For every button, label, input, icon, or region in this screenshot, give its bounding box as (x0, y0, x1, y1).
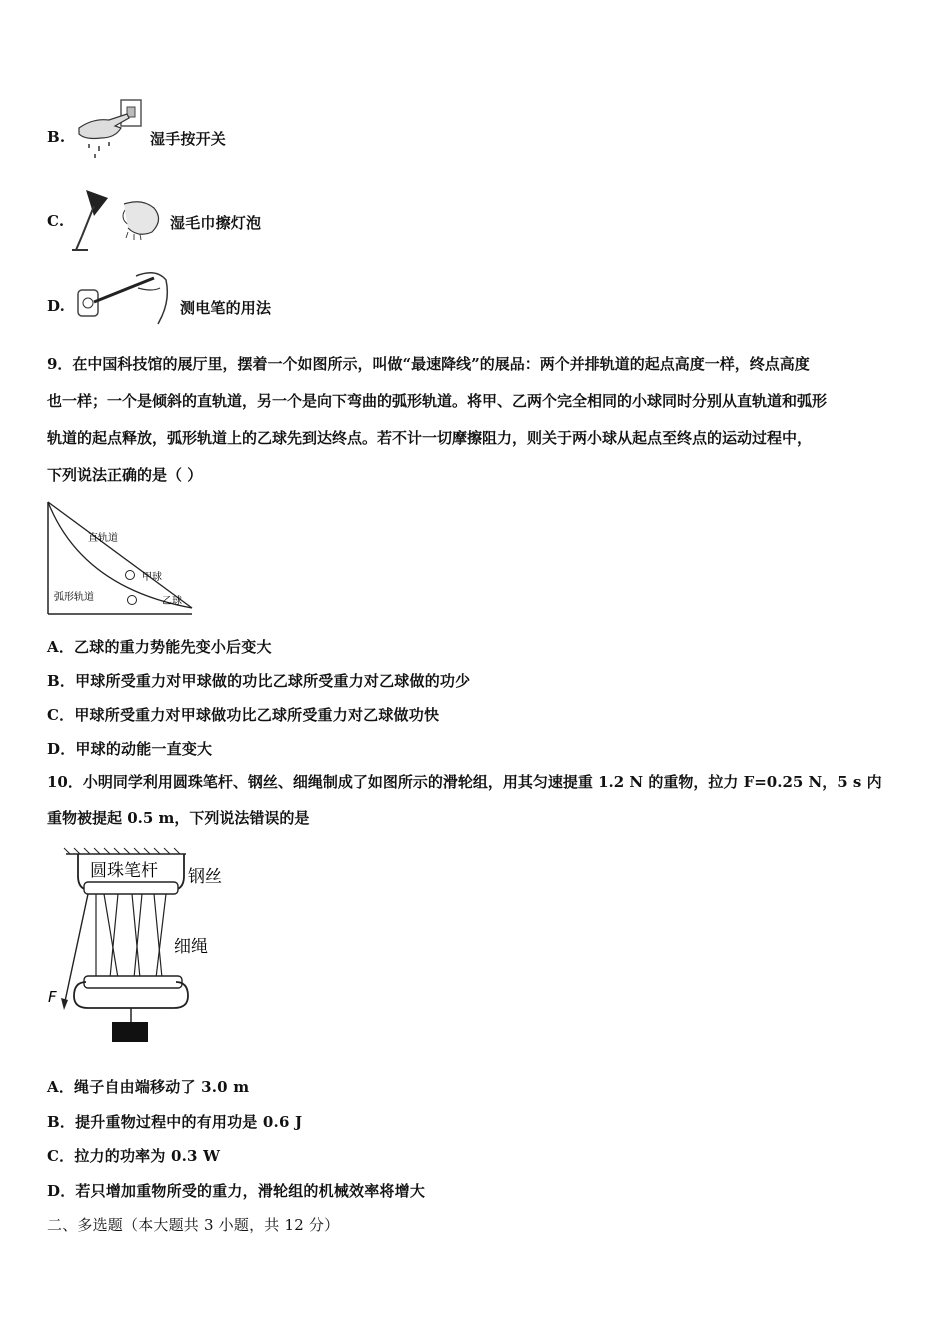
weight-block (112, 1022, 148, 1042)
q10-line-1: 10．小明同学利用圆珠笔杆、钢丝、细绳制成了如图所示的滑轮组，用其匀速提重 1.2 N 的重物，拉力 F=0.25 N，5 s 内 (47, 773, 882, 791)
test-pen-illustration (74, 268, 174, 328)
option-c-text: 湿毛巾擦灯泡 (170, 214, 262, 232)
q9-option-c-label: C． (47, 706, 75, 724)
bottom-rod (84, 976, 182, 988)
q9-line-1: 9．在中国科技馆的展厅里，摆着一个如图所示，叫做“最速降线”的展品：两个并排轨道的起点高度一样，终点高度 (47, 355, 810, 373)
label-straight-track: 直轨道 (88, 533, 118, 544)
q9-line-3: 轨道的起点释放，弧形轨道上的乙球先到达终点。若不计一切摩擦阻力，则关于两小球从起点至终点的运动过程中， (47, 429, 813, 447)
q10-option-d-text: 若只增加重物所受的重力，滑轮组的机械效率将增大 (75, 1182, 426, 1200)
q9-option-c (47, 704, 439, 725)
option-b-label: B. (47, 128, 66, 146)
q10-option-c (47, 1145, 220, 1166)
q9-line-4: 下列说法正确的是（ ） (47, 466, 203, 484)
ball-a (126, 571, 135, 580)
q10-option-d (47, 1180, 425, 1201)
option-d-label: D. (47, 297, 66, 315)
q9-option-d-label: D． (47, 740, 76, 758)
q10-option-c-label: C． (47, 1147, 75, 1165)
q9-option-a-label: A． (47, 638, 75, 656)
q9-line-2: 也一样；一个是倾斜的直轨道，另一个是向下弯曲的弧形轨道。将甲、乙两个完全相同的小球同时分别从直轨道和弧形 (47, 392, 828, 410)
q10-line-2: 重物被提起 0.5 m，下列说法错误的是 (47, 809, 310, 827)
option-c-label: C. (47, 212, 65, 230)
q10-option-b-text: 提升重物过程中的有用功是 0.6 J (75, 1113, 303, 1131)
label-ball-a: 甲球 (142, 572, 162, 583)
label-force: F (48, 988, 57, 1006)
q10-option-d-label: D． (47, 1182, 76, 1200)
wet-towel-lamp-illustration (72, 186, 167, 254)
q9-option-d (47, 738, 212, 759)
q10-option-b-label: B． (47, 1113, 76, 1131)
pulley-figure (44, 846, 244, 1046)
ball-b (128, 596, 137, 605)
q10-option-a-label: A． (47, 1078, 75, 1096)
q10-option-b (47, 1111, 302, 1132)
q9-option-a (47, 636, 272, 657)
q9-option-c-text: 甲球所受重力对甲球做功比乙球所受重力对乙球做功快 (74, 706, 440, 724)
pull-rope (64, 894, 88, 1006)
q9-option-b (47, 670, 470, 691)
option-b-text: 湿手按开关 (150, 130, 227, 148)
top-rod (84, 882, 178, 894)
label-curved-track: 弧形轨道 (54, 592, 94, 603)
q9-option-b-text: 甲球所受重力对甲球做的功比乙球所受重力对乙球做的功少 (75, 672, 471, 690)
label-ball-b: 乙球 (162, 596, 182, 607)
q9-option-b-label: B． (47, 672, 76, 690)
label-rope: 细绳 (174, 937, 208, 957)
q9-option-d-text: 甲球的动能一直变大 (75, 740, 213, 758)
rope-strands (96, 894, 166, 978)
option-d-text: 测电笔的用法 (180, 299, 272, 317)
brachistochrone-figure (42, 498, 202, 618)
q9-option-a-text: 乙球的重力势能先变小后变大 (74, 638, 272, 656)
label-wire: 钢丝 (188, 867, 222, 887)
force-arrow-icon (61, 998, 68, 1010)
section-heading: 二、多选题（本大题共 3 小题，共 12 分） (47, 1216, 340, 1234)
wet-hand-switch-illustration (75, 98, 145, 160)
label-rod: 圆珠笔杆 (90, 861, 158, 881)
q10-option-a (47, 1076, 249, 1097)
q10-option-a-text: 绳子自由端移动了 3.0 m (74, 1078, 250, 1096)
q10-option-c-text: 拉力的功率为 0.3 W (74, 1147, 221, 1165)
